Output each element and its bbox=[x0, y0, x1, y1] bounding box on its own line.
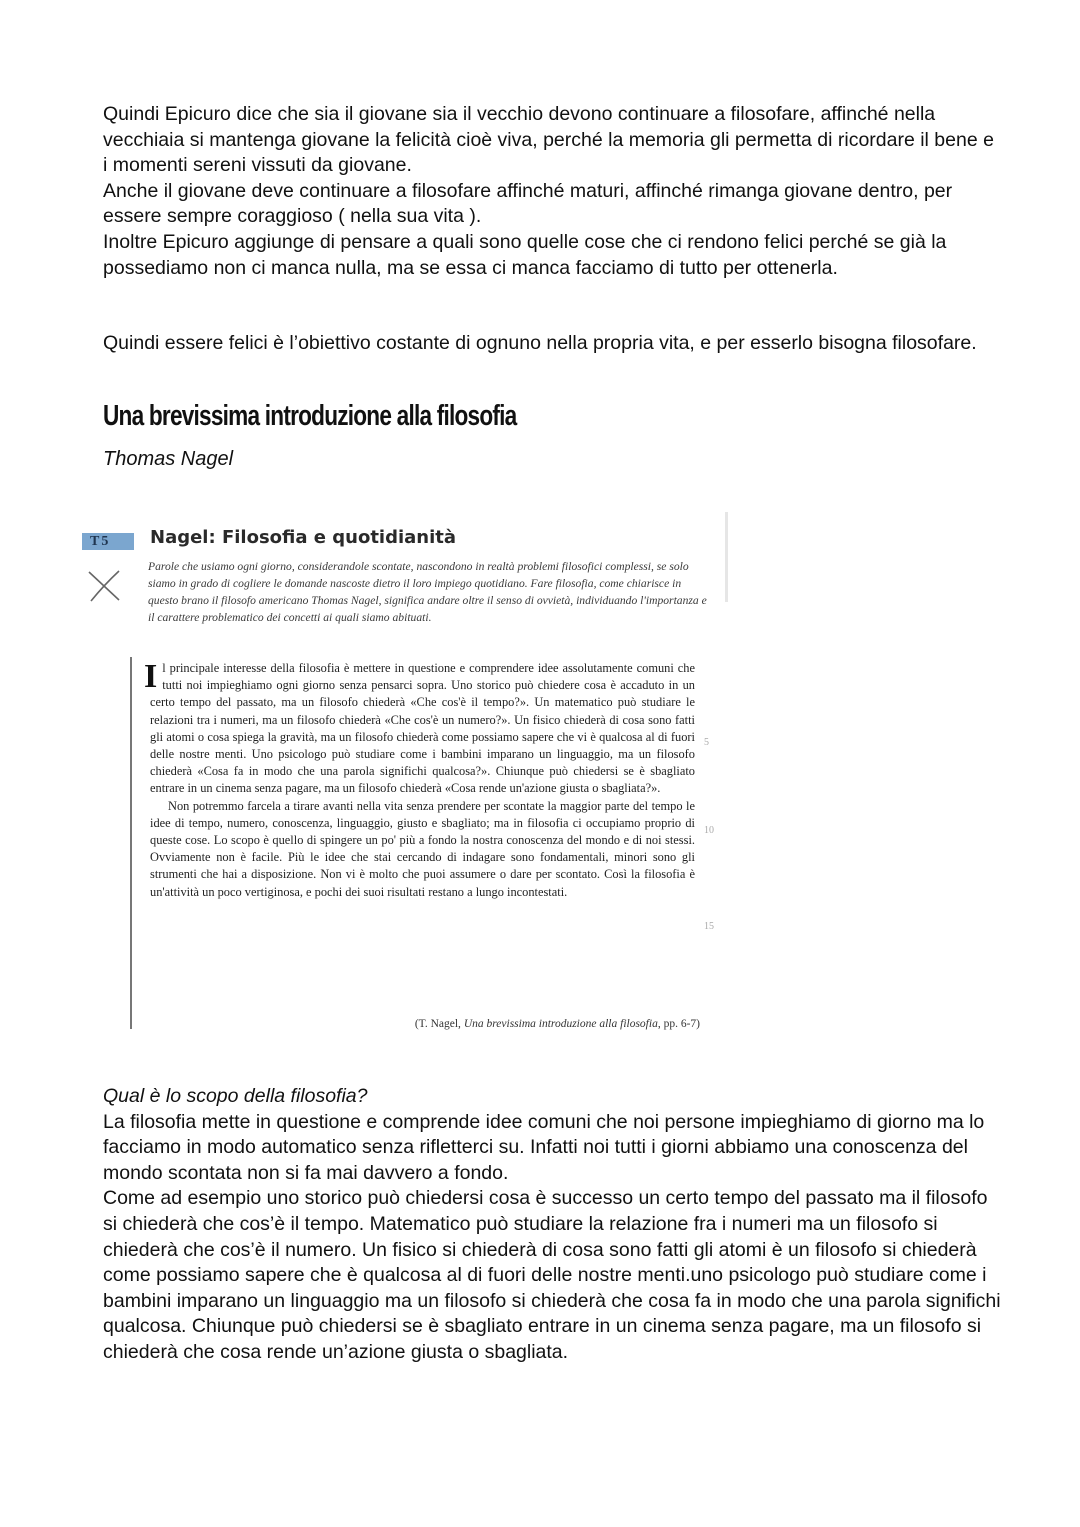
question-heading: Qual è lo scopo della filosofia? bbox=[103, 1085, 368, 1107]
answer-notes bbox=[103, 1084, 1003, 1366]
line-number: 15 bbox=[704, 921, 714, 932]
answer-paragraph: La filosofia mette in questione e comprende idee comuni che noi persone impieghiamo di giorno ma lo facciamo in modo automatico senza rifletterci su. Infatti noi tutti i giorni abbiamo una conoscenza del mondo scontata non si fa mai davvero a fondo. bbox=[103, 1110, 985, 1184]
quote-margin-bar bbox=[130, 657, 132, 1029]
quote-paragraph-2: Non potremmo farcela a tirare avanti nella vita senza prendere per scontate la maggior parte del tempo le idee di tempo, numero, conoscenza, linguaggio, giusto e sbagliato; ma in filosofia ci occupiamo proprio di queste cose. Lo scopo è quello di spingere un po' più a fondo la nostra conoscenza del mondo e di noi stessi. Ovviamente non è facile. Più le idee che stai cercando di indagare sono fondamentali, minori sono gli strumenti che hai a disposizione. Non vi è molto che puoi assumere o dare per scontato. Così la filosofia è un'attività un poco vertiginosa, e pochi dei suoi risultati restano a lungo incontestati. bbox=[150, 798, 695, 899]
conclusion-paragraph: Quindi essere felici è l’obiettivo costante di ognuno nella propria vita, e per esserlo bisogna filosofare. bbox=[103, 332, 977, 354]
drop-cap: I bbox=[144, 658, 158, 695]
quote-paragraph-1 bbox=[144, 658, 695, 798]
author-name: Thomas Nagel bbox=[103, 448, 234, 470]
conclusion-notes bbox=[103, 331, 1003, 357]
answer-paragraph: Come ad esempio uno storico può chiedersi cosa è successo un certo tempo del passato ma il filosofo si chiederà che cos’è il tempo. Matematico può studiare la relazione fra i numeri ma un filosofo si chiederà che cos’è il numero. Un fisico si chiederà di cosa sono fatti gli atomi è un filosofo si chiederà come possiamo sapere che è qualcosa al di fuori delle nostre menti.uno psicologo può studiare come i bambini imparano un linguaggio ma un filosofo si chiederà che cosa fa in modo che una parola significhi qualcosa. Chiunque può chiedersi se è sbagliato entrare in un cinema senza pagare, ma un filosofo si chiederà che cosa rende un’azione giusta o sbagliata. bbox=[103, 1187, 1001, 1363]
intro-paragraph: Inoltre Epicuro aggiunge di pensare a quali sono quelle cose che ci rendono felici perché se già la possediamo non ci manca nulla, ma se essa ci manca facciamo di tutto per ottenerla. bbox=[103, 230, 947, 279]
handwritten-cross-icon bbox=[86, 568, 122, 604]
citation-title: Una brevissima introduzione alla filosofia bbox=[463, 1018, 658, 1030]
book-title-heading: Una brevissima introduzione alla filosofia bbox=[103, 400, 517, 432]
quote-paragraph-1-text: l principale interesse della filosofia è mettere in questione e comprendere idee assolutamente comuni che tutti noi impieghiamo ogni giorno senza pensarci sopra. Uno storico può chiedere cosa è accaduto in un certo tempo del passato, ma un filosofo chiederà «Che cos'è il tempo?». Un matematico può studiare le relazioni tra i numeri, ma un filosofo chiederà «Che cos'è un numero?». Un fisico chiederà di cosa sono fatti gli atomi o cosa spiega la gravità, ma un filosofo chiederà come possiamo sapere che vi è qualcosa al di fuori delle nostre menti. Uno psicologo può studiare come i bambini imparano un linguaggio, ma un filosofo chiederà «Cosa fa in modo che una parola significhi qualcosa?». Chiunque può chiedersi se è sbagliato entrare in un cinema senza pagare, ma un filosofo chiederà «Cosa rende un'azione giusta o sbagliata?». bbox=[150, 661, 695, 796]
citation-prefix: (T. Nagel, bbox=[414, 1018, 464, 1030]
line-number: 10 bbox=[704, 825, 714, 836]
intro-paragraph: Anche il giovane deve continuare a filosofare affinché maturi, affinché rimanga giovane dentro, per essere sempre coraggioso ( nella sua vita ). bbox=[103, 179, 953, 228]
scan-title: Nagel: Filosofia e quotidianità bbox=[150, 527, 457, 548]
scan-intro-text: Parole che usiamo ogni giorno, considerandole scontate, nascondono in realtà problemi filosofici complessi, se solo siamo in grado di cogliere le domande nascoste dietro il loro impiego quotidiano. Fare filosofia, come chiarisce in questo brano il filosofo americano Thomas Nagel, significa andare oltre il senso di ovvietà, individuando l'importanza e il carattere problematico dei concetti ai quali siamo abituati. bbox=[148, 560, 707, 624]
quote-body bbox=[144, 658, 695, 901]
textbook-scan bbox=[78, 512, 728, 1042]
citation-suffix: , pp. 6-7) bbox=[657, 1018, 700, 1030]
intro-notes bbox=[103, 102, 1003, 281]
citation bbox=[415, 1018, 700, 1030]
section-badge: T5 bbox=[82, 533, 134, 550]
intro-paragraph: Quindi Epicuro dice che sia il giovane sia il vecchio devono continuare a filosofare, affinché nella vecchiaia si mantenga giovane la felicità cioè viva, perché la memoria gli permetta di ricordare il bene e i momenti sereni vissuti da giovane. bbox=[103, 103, 994, 177]
scan-page-edge bbox=[725, 512, 728, 602]
line-number: 5 bbox=[704, 737, 709, 748]
